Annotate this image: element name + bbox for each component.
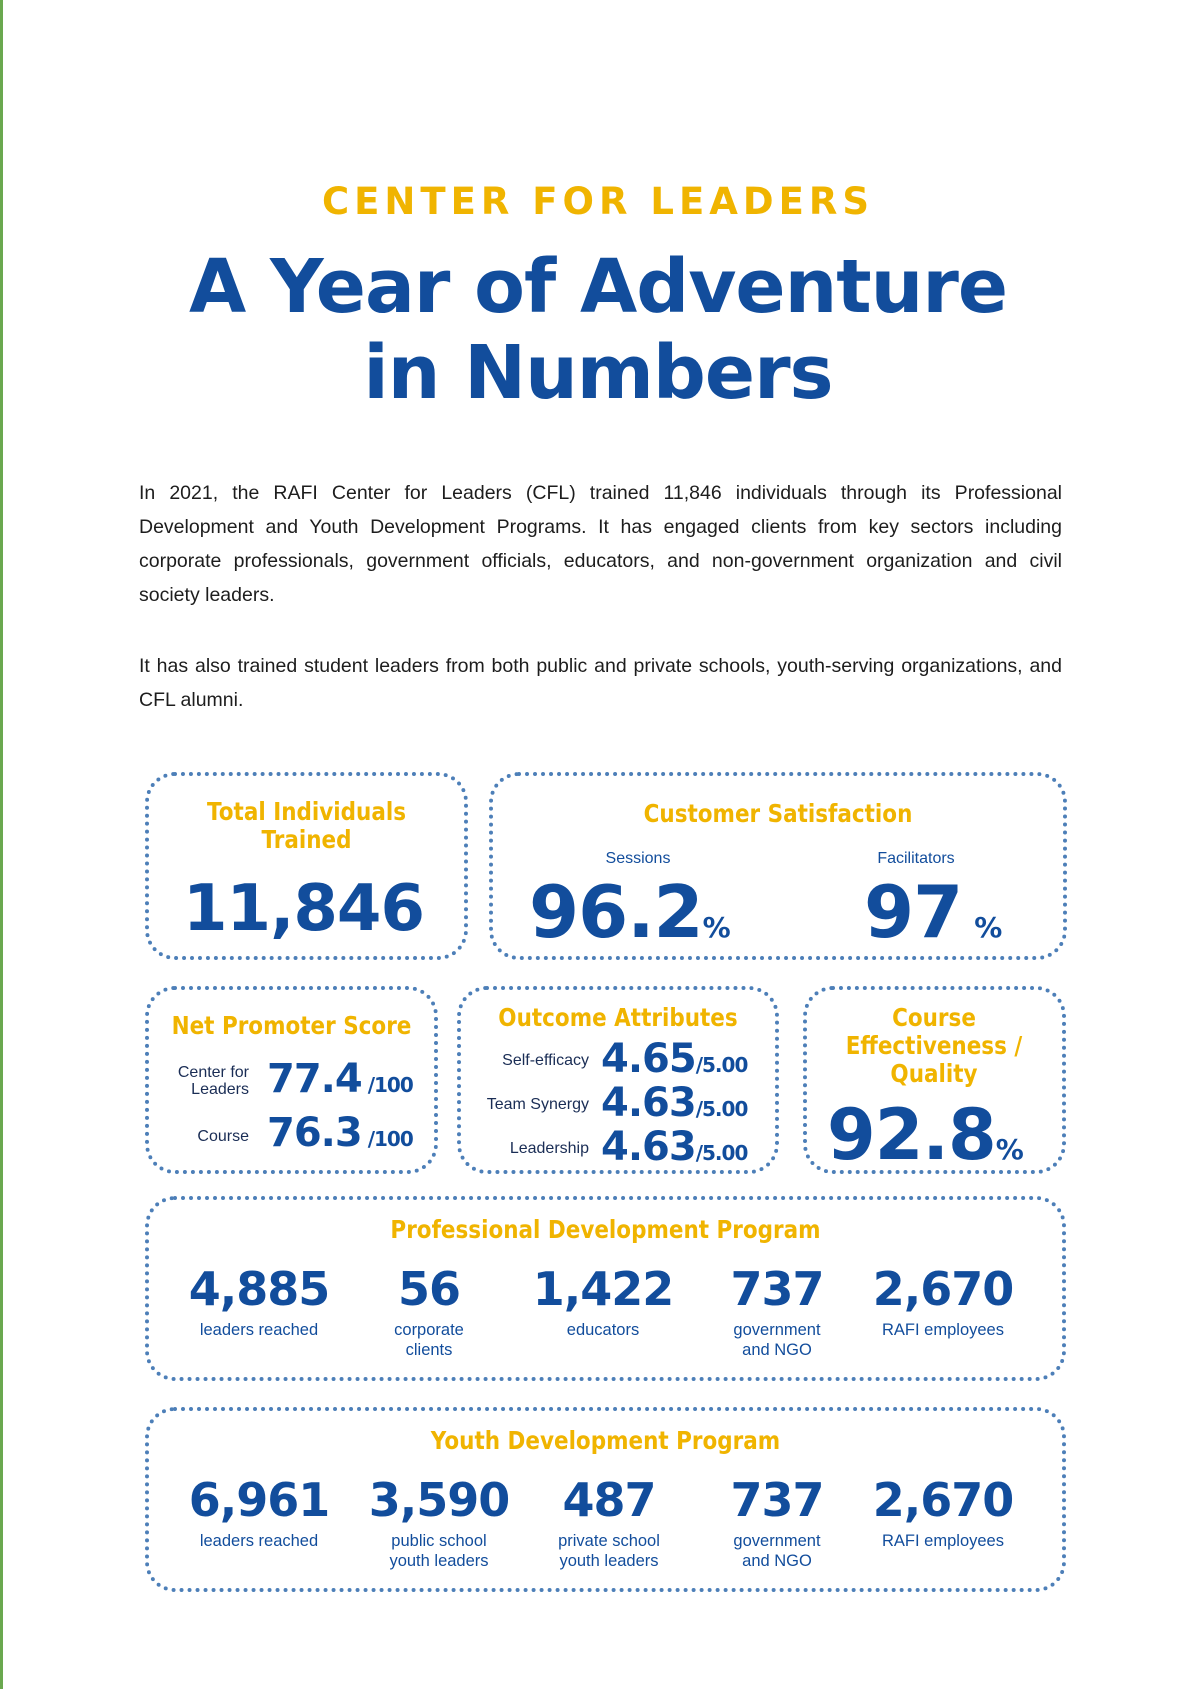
ydp-stat-caption: [169, 1531, 349, 1551]
pdp-stat-caption-line-1: leaders reached: [199, 1321, 319, 1339]
course-effectiveness-card: [803, 986, 1066, 1174]
total-individuals-value: 11,846: [183, 872, 424, 946]
pdp-stat-value: 4,885: [188, 1262, 330, 1316]
pdp-stat-caption: [709, 1320, 845, 1360]
course-effectiveness-title-line-1: Course: [892, 1003, 976, 1032]
ydp-stat-caption-line-2: and NGO: [742, 1552, 812, 1570]
page-title-line-1: A Year of Adventure: [188, 244, 1008, 330]
leadership-unit: /5.00: [695, 1141, 748, 1165]
facilitators-label: Facilitators: [877, 850, 955, 867]
outcome-attributes-title: Outcome Attributes: [498, 1003, 738, 1032]
course-effectiveness-title-line-3: Quality: [890, 1059, 978, 1088]
leadership-number: 4.63: [601, 1124, 696, 1170]
nps-row-value-cfl: [267, 1056, 413, 1102]
sessions-unit: %: [702, 911, 730, 944]
ydp-stat: [534, 1475, 684, 1571]
outcome-value-team-synergy: [601, 1080, 747, 1126]
nps-course-number: 76.3: [267, 1110, 362, 1156]
ydp-stat-caption: [534, 1531, 684, 1571]
page-title: [0, 244, 1196, 416]
pdp-stat: [369, 1264, 489, 1360]
outcome-attributes-card: [457, 986, 779, 1174]
nps-row-label-cfl: [149, 1064, 249, 1098]
sessions-label: Sessions: [605, 850, 671, 867]
pdp-stat-caption-line-1: corporate: [394, 1321, 464, 1339]
course-effectiveness-unit: %: [995, 1133, 1023, 1166]
intro-paragraph-2: It has also trained student leaders from both public and private schools, youth-serving organizations, and CFL alumni.: [139, 655, 1062, 711]
ydp-stat: [349, 1475, 529, 1571]
youth-development-card: [145, 1407, 1066, 1592]
self-efficacy-number: 4.65: [601, 1036, 696, 1082]
youth-development-title: Youth Development Program: [430, 1426, 781, 1455]
facilitators-unit: %: [974, 911, 1002, 944]
ydp-stat-caption: [349, 1531, 529, 1571]
outcome-value-leadership: [601, 1124, 747, 1170]
intro-paragraph-1: In 2021, the RAFI Center for Leaders (CFL) trained 11,846 individuals through its Professional Development and Youth Development Programs. It has engaged clients from key sectors including corporate professionals, government officials, educators, and non-government organization and civil society leaders.: [139, 482, 1062, 606]
sessions-value: [529, 870, 730, 954]
pdp-stat-value: 2,670: [872, 1262, 1014, 1316]
pdp-stat-caption: [853, 1320, 1033, 1340]
sessions-number: 96.2: [529, 870, 703, 954]
pdp-stat-value: 56: [397, 1262, 460, 1316]
course-effectiveness-number: 92.8: [827, 1094, 996, 1176]
ydp-stat-caption: [709, 1531, 845, 1571]
ydp-stat-caption: [853, 1531, 1033, 1551]
nps-row-value-course: [267, 1110, 413, 1156]
ydp-stat: [853, 1475, 1033, 1551]
pdp-stat: [513, 1264, 693, 1340]
pdp-stat-caption: [369, 1320, 489, 1360]
outcome-value-self-efficacy: [601, 1036, 747, 1082]
ydp-stat-caption-line-1: leaders reached: [199, 1532, 319, 1550]
ydp-stat-value: 6,961: [188, 1473, 330, 1527]
pdp-stat-caption-line-2: and NGO: [742, 1341, 812, 1359]
ydp-stat-value: 737: [730, 1473, 824, 1527]
nps-row-label-cfl-line-2: Leaders: [191, 1081, 249, 1098]
ydp-stat-caption-line-1: RAFI employees: [882, 1532, 1004, 1550]
ydp-stat-caption-line-2: youth leaders: [389, 1552, 489, 1570]
facilitators-value: [864, 870, 1001, 954]
nps-cfl-number: 77.4: [267, 1056, 362, 1102]
pdp-stat-caption: [169, 1320, 349, 1340]
pdp-stat: [709, 1264, 845, 1360]
pdp-stat: [169, 1264, 349, 1340]
pdp-stat-caption-line-1: government: [733, 1321, 821, 1339]
professional-development-card: [145, 1196, 1066, 1381]
ydp-stat-caption-line-1: private school: [558, 1532, 660, 1550]
nps-row-label-course: Course: [197, 1128, 249, 1145]
total-individuals-title-line-2: Trained: [261, 825, 352, 854]
ydp-stat-value: 2,670: [872, 1473, 1014, 1527]
ydp-stat-caption-line-1: public school: [391, 1532, 487, 1550]
pdp-stat-value: 1,422: [532, 1262, 674, 1316]
customer-satisfaction-title: Customer Satisfaction: [643, 799, 913, 828]
nps-course-unit: /100: [367, 1127, 413, 1151]
total-individuals-title: [171, 798, 442, 854]
self-efficacy-unit: /5.00: [695, 1053, 748, 1077]
professional-development-title: Professional Development Program: [390, 1215, 821, 1244]
nps-cfl-unit: /100: [367, 1073, 413, 1097]
team-synergy-number: 4.63: [601, 1080, 696, 1126]
pdp-stat-caption-line-1: educators: [566, 1321, 640, 1339]
team-synergy-unit: /5.00: [695, 1097, 748, 1121]
course-effectiveness-title-line-2: Effectiveness /: [845, 1031, 1023, 1060]
total-individuals-title-line-1: Total Individuals: [206, 797, 407, 826]
course-effectiveness-value: [827, 1094, 1023, 1176]
pdp-stat-caption-line-1: RAFI employees: [882, 1321, 1004, 1339]
outcome-label-team-synergy: Team Synergy: [486, 1096, 589, 1113]
net-promoter-score-title: Net Promoter Score: [171, 1011, 412, 1040]
ydp-stat-caption-line-2: youth leaders: [559, 1552, 659, 1570]
ydp-stat-value: 3,590: [368, 1473, 510, 1527]
ydp-stat: [169, 1475, 349, 1551]
facilitators-number: 97: [864, 870, 963, 954]
section-kicker: CENTER FOR LEADERS: [322, 180, 874, 223]
ydp-stat-caption-line-1: government: [733, 1532, 821, 1550]
course-effectiveness-title: [818, 1004, 1050, 1088]
pdp-stat: [853, 1264, 1033, 1340]
total-individuals-card: [145, 772, 468, 960]
outcome-label-leadership: Leadership: [509, 1140, 589, 1157]
pdp-stat-value: 737: [730, 1262, 824, 1316]
page-title-line-2: in Numbers: [363, 330, 833, 416]
nps-row-label-cfl-line-1: Center for: [177, 1064, 249, 1081]
outcome-label-self-efficacy: Self-efficacy: [502, 1052, 589, 1069]
ydp-stat: [709, 1475, 845, 1571]
net-promoter-score-card: [145, 986, 438, 1174]
customer-satisfaction-card: [489, 772, 1067, 960]
ydp-stat-value: 487: [562, 1473, 656, 1527]
pdp-stat-caption-line-2: clients: [405, 1341, 453, 1359]
pdp-stat-caption: [513, 1320, 693, 1340]
